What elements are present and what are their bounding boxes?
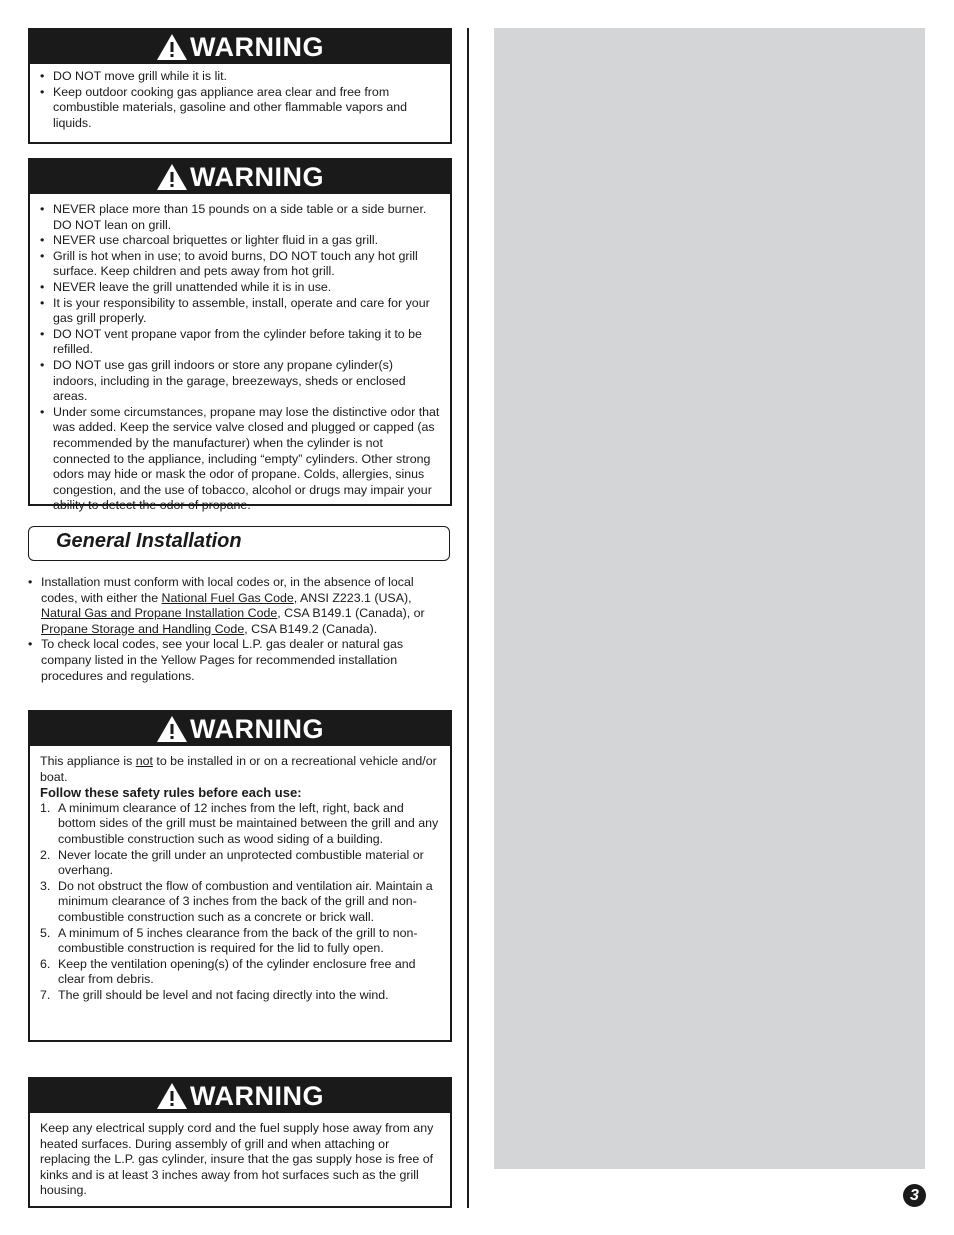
code-reference: National Fuel Gas Code <box>161 590 294 605</box>
warning-header <box>30 160 450 194</box>
warning-title: WARNING <box>190 1080 324 1111</box>
list-item: 1. A minimum clearance of 12 inches from the left, right, back and bottom sides of the grill must be maintained between the grill and any combustible construction such as wood siding of a building. <box>40 800 439 846</box>
list-item: • Grill is hot when in use; to avoid burns, DO NOT touch any hot grill surface. Keep children and pets away from hot grill. <box>40 249 440 280</box>
warning-triangle-icon <box>156 714 188 744</box>
section-header-general-installation <box>28 526 450 561</box>
warning-box-4 <box>28 1077 452 1208</box>
list-item: • NEVER use charcoal briquettes or lighter fluid in a gas grill. <box>40 233 440 249</box>
warning-triangle-icon <box>156 32 188 62</box>
warning-title: WARNING <box>190 31 324 62</box>
list-item: 6. Keep the ventilation opening(s) of the cylinder enclosure free and clear from debris. <box>40 956 416 987</box>
warning-triangle-icon <box>156 1081 188 1111</box>
list-item: • It is your responsibility to assemble, install, operate and care for your gas grill properly. <box>40 296 440 327</box>
list-item: • DO NOT vent propane vapor from the cylinder before taking it to be refilled. <box>40 327 440 358</box>
list-item: • DO NOT use gas grill indoors or store any propane cylinder(s) indoors, including in the garage, breezeways, sheds or enclosed areas. <box>40 358 440 405</box>
warning-text: Keep any electrical supply cord and the fuel supply hose away from any heated surfaces. During assembly of grill and when attaching or replacing the L.P. gas cylinder, insure that the gas supply hose is free of kinks and is at least 3 inches away from hot surfaces such as the grill housing. <box>40 1121 434 1198</box>
list-item: 3. Do not obstruct the flow of combustion and ventilation air. Maintain a minimum clearance of 3 inches from the back of the grill and non-combustible construction such as a concrete or brick wall. <box>40 878 433 924</box>
warning-header <box>30 30 450 64</box>
warning-box-1 <box>28 28 452 144</box>
intro-text: This appliance is not to be installed in or on a recreational vehicle and/or boat. <box>40 754 437 784</box>
warning-title: WARNING <box>190 713 324 744</box>
list-item: 7. The grill should be level and not facing directly into the wind. <box>40 987 389 1002</box>
code-reference: Propane Storage and Handling Code <box>41 621 245 636</box>
list-item: • Under some circumstances, propane may lose the distinctive odor that was added. Keep the service valve closed and plugged or capped (as recommended by the manufacturer) when the cylinder is not connected to the appliance, including “empty” cylinders. Other strong odors may hide or mask the odor of propane. Colds, allergies, sinus congestion, and the use of tobacco, alcohol or drugs may impair your ability to detect the odor of propane. <box>40 405 440 514</box>
warning-box-2 <box>28 158 452 513</box>
list-item: • NEVER place more than 15 pounds on a side table or a side burner. DO NOT lean on grill. <box>40 202 440 233</box>
warning-header <box>30 712 450 746</box>
list-item: • DO NOT move grill while it is lit. <box>40 69 440 85</box>
warning-box-3 <box>28 710 452 1042</box>
list-item: 5. A minimum of 5 inches clearance from the back of the grill to non-combustible construction is required for the lid to fully open. <box>40 925 418 956</box>
list-item: • Installation must conform with local codes or, in the absence of local codes, with either the National Fuel Gas Code, ANSI Z223.1 (USA), Natural Gas and Propane Installation Code, CSA B149.1 (Canada), or Propane Storage and Handling Code, CSA B149.2 (Canada). <box>28 575 440 637</box>
list-item: • NEVER leave the grill unattended while it is in use. <box>40 280 440 296</box>
section-title: General Installation <box>56 530 242 552</box>
image-placeholder-panel <box>494 28 925 1169</box>
list-item: 2. Never locate the grill under an unprotected combustible material or overhang. <box>40 847 424 878</box>
code-reference: Natural Gas and Propane Installation Code <box>41 606 278 621</box>
general-installation-body <box>28 575 440 684</box>
warning-header <box>30 1079 450 1113</box>
rules-heading: Follow these safety rules before each use: <box>40 785 302 801</box>
page-number: 3 <box>903 1184 926 1207</box>
warning-title: WARNING <box>190 161 324 192</box>
list-item: • To check local codes, see your local L.P. gas dealer or natural gas company listed in the Yellow Pages for recommended installation procedures and regulations. <box>28 637 440 684</box>
warning-triangle-icon <box>156 162 188 192</box>
list-item: • Keep outdoor cooking gas appliance area clear and free from combustible materials, gasoline and other flammable vapors and liquids. <box>40 85 440 132</box>
column-divider <box>467 28 469 1208</box>
